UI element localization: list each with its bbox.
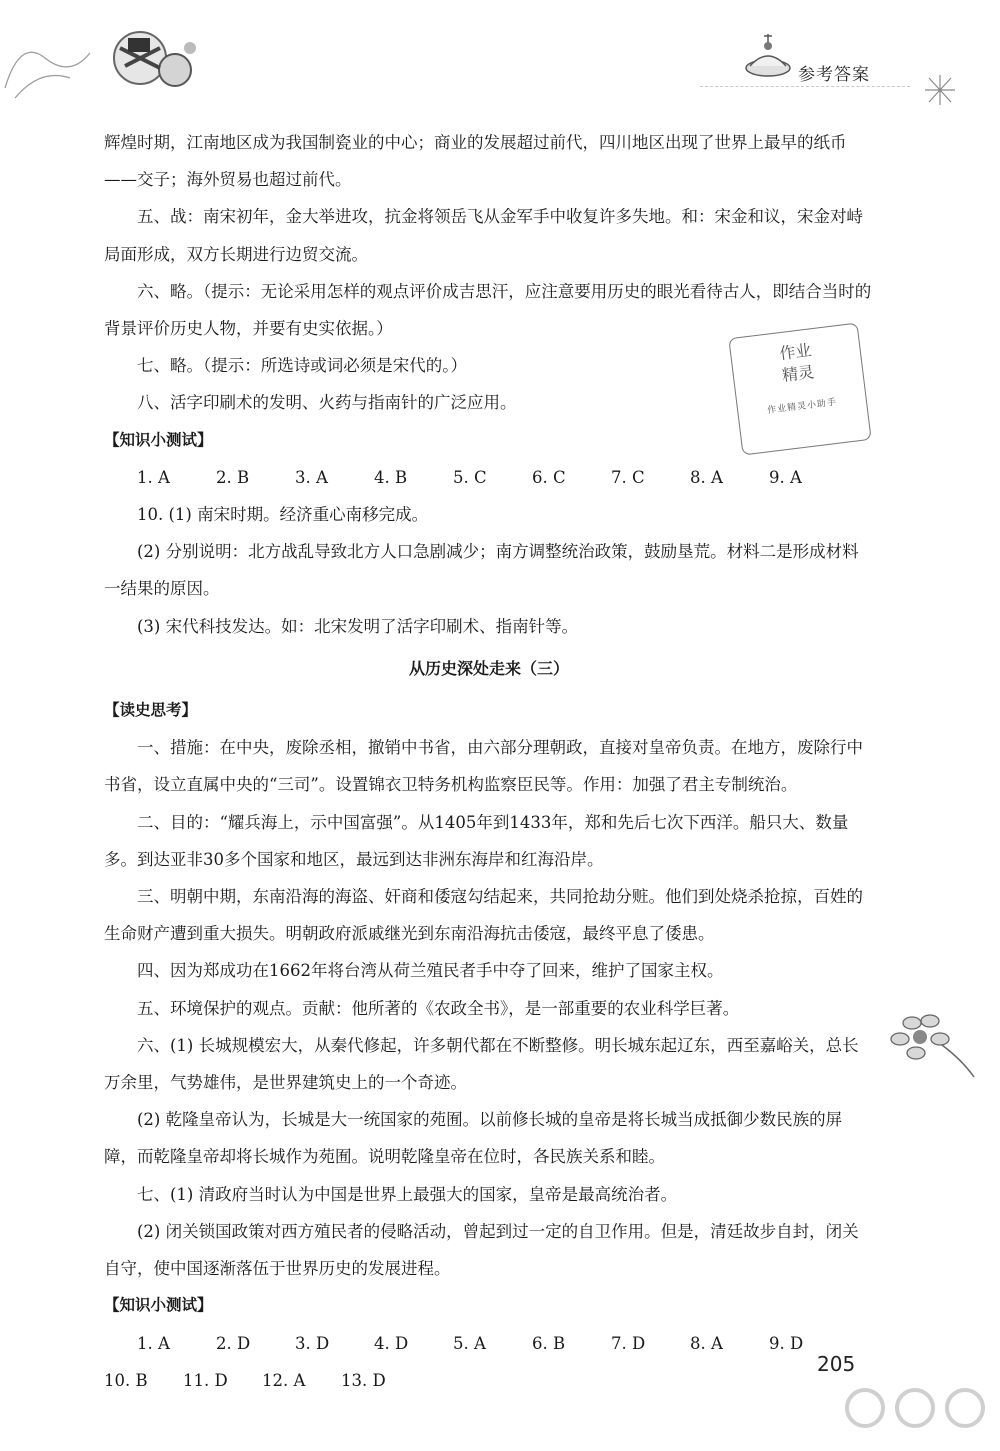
mcq-item: 12. A — [262, 1370, 306, 1390]
quiz-heading: 【知识小测试】 — [104, 430, 213, 449]
mcq-item: 9. A — [769, 467, 802, 487]
mcq-answers — [104, 1325, 874, 1362]
watermark-logo — [835, 1378, 995, 1448]
flower-decoration — [882, 1005, 982, 1085]
text-line: 辉煌时期，江南地区成为我国制瓷业的中心；商业的发展超过前代，四川地区出现了世界上最早的纸币——交子；海外贸易也超过前代。 — [104, 133, 847, 190]
text-line: 二、目的：“耀兵海上，示中国富强”。从1405年到1433年，郑和先后七次下西洋。船只大、数量多。到达亚非30多个国家和地区，最远到达非洲东海岸和红海沿岸。 — [104, 812, 849, 869]
mcq-item: 3. D — [295, 1333, 330, 1353]
reading-heading: 【读史思考】 — [104, 701, 198, 720]
text-line: 七、略。（提示：所选诗或词必须是宋代的。） — [137, 356, 467, 376]
mcq-item: 8. A — [690, 467, 723, 487]
text-line: 八、活字印刷术的发明、火药与指南针的广泛应用。 — [137, 393, 517, 413]
header-decoration-left — [0, 18, 230, 108]
page-number: 205 — [817, 1352, 856, 1376]
text-line: 五、战：南宋初年，金大举进攻，抗金将领岳飞从金军手中收复许多失地。和：宋金和议，宋金对峙局面形成，双方长期进行边贸交流。 — [104, 207, 863, 264]
mcq-item: 10. B — [104, 1370, 148, 1390]
mcq-item: 6. B — [532, 1333, 566, 1353]
mcq-item: 9. D — [769, 1333, 804, 1353]
mcq-item: 5. C — [453, 467, 487, 487]
mcq-answers — [104, 1362, 874, 1399]
text-line: 三、明朝中期，东南沿海的海盗、奸商和倭寇勾结起来，共同抢劫分赃。他们到处烧杀抢掠，百姓的生命财产遭到重大损失。明朝政府派戚继光到东南沿海抗击倭寇，最终平息了倭患。 — [104, 887, 863, 944]
mcq-item: 7. C — [611, 467, 645, 487]
text-line: 六、(1) 长城规模宏大，从秦代修起，许多朝代都在不断整修。明长城东起辽东，西至嘉峪关，总长万余里，气势雄伟，是世界建筑史上的一个奇迹。 — [104, 1035, 859, 1093]
text-line: 七、(1) 清政府当时认为中国是世界上最强大的国家，皇帝是最高统治者。 — [137, 1184, 678, 1204]
mcq-item: 4. B — [374, 467, 408, 487]
text-line: (2) 分别说明：北方战乱导致北方人口急剧减少；南方调整统治政策，鼓励垦荒。材料二是形成材料一结果的原因。 — [104, 542, 859, 599]
text-line: 10. (1) 南宋时期。经济重心南移完成。 — [137, 505, 429, 525]
text-line: (2) 乾隆皇帝认为，长城是大一统国家的苑囿。以前修长城的皇帝是将长城当成抵御少数民族的屏障，而乾隆皇帝却将长城作为苑囿。说明乾隆皇帝在位时，各民族关系和睦。 — [104, 1110, 843, 1167]
header-title: 参考答案 — [798, 65, 870, 85]
mcq-item: 4. D — [374, 1333, 409, 1353]
mcq-item: 2. B — [216, 467, 250, 487]
section-title: 从历史深处走来（三） — [408, 658, 569, 678]
answer-content — [104, 124, 874, 1399]
stamp-watermark: 作业 精灵 作业精灵小助手 — [728, 323, 871, 456]
header-divider — [700, 86, 910, 87]
text-line: (3) 宋代科技发达。如：北宋发明了活字印刷术、指南针等。 — [137, 616, 579, 636]
mcq-item: 1. A — [137, 467, 170, 487]
mcq-item: 5. A — [453, 1333, 486, 1353]
text-line: 六、略。（提示：无论采用怎样的观点评价成吉思汗，应注意要用历史的眼光看待古人，即结合当时的背景评价历史人物，并要有史实依据。） — [104, 281, 872, 339]
mcq-item: 8. A — [690, 1333, 723, 1353]
text-line: 一、措施：在中央，废除丞相，撤销中书省，由六部分理朝政，直接对皇帝负责。在地方，废除行中书省，设立直属中央的“三司”。设置锦衣卫特务机构监察臣民等。作用：加强了君主专制统治。 — [104, 738, 863, 795]
mcq-item: 7. D — [611, 1333, 646, 1353]
quiz-heading: 【知识小测试】 — [104, 1296, 213, 1315]
mcq-item: 11. D — [183, 1370, 228, 1390]
header-cake-icon — [742, 28, 794, 80]
mcq-item: 3. A — [295, 467, 328, 487]
mcq-item: 1. A — [137, 1333, 170, 1353]
mcq-item: 6. C — [532, 467, 566, 487]
mcq-item: 2. D — [216, 1333, 251, 1353]
header-decoration-right — [915, 70, 975, 110]
text-line: (2) 闭关锁国政策对西方殖民者的侵略活动，曾起到过一定的自卫作用。但是，清廷故步自封，闭关自守，使中国逐渐落伍于世界历史的发展进程。 — [104, 1221, 859, 1279]
mcq-answers — [104, 459, 874, 496]
mcq-item: 13. D — [341, 1370, 386, 1390]
text-line: 五、环境保护的观点。贡献：他所著的《农政全书》，是一部重要的农业科学巨著。 — [137, 998, 740, 1018]
text-line: 四、因为郑成功在1662年将台湾从荷兰殖民者手中夺了回来，维护了国家主权。 — [137, 961, 724, 981]
